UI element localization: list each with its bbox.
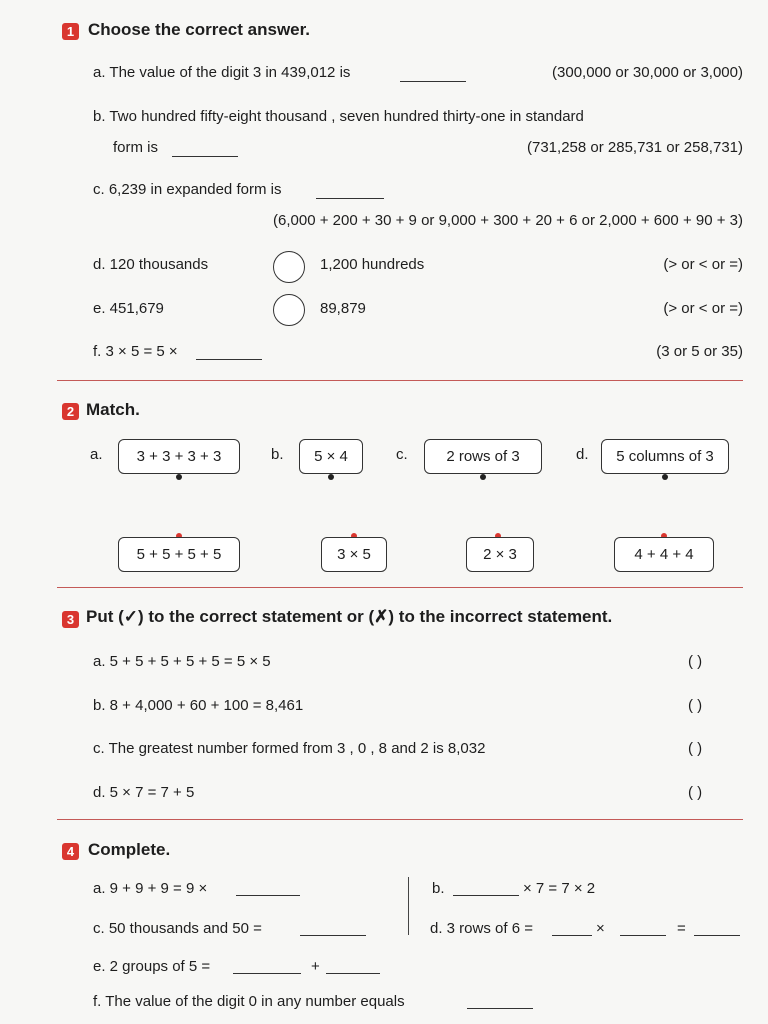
section-4-title: Complete.	[88, 840, 171, 859]
compare-circle-1e[interactable]	[273, 294, 305, 326]
complete-4d-blank-2[interactable]	[620, 935, 666, 936]
complete-4d-equals: =	[677, 920, 686, 937]
statement-3a: a. 5 + 5 + 5 + 5 + 5 = 5 × 5	[93, 653, 271, 670]
question-1c-blank[interactable]	[316, 198, 384, 199]
match-bottom-1[interactable]: 5 + 5 + 5 + 5	[118, 537, 240, 572]
answer-bracket-3c[interactable]: ( )	[688, 740, 703, 757]
match-top-d[interactable]: 5 columns of 3	[601, 439, 729, 474]
section-3-number: 3	[62, 611, 79, 628]
complete-4a-blank[interactable]	[236, 895, 300, 896]
complete-4d-blank-1[interactable]	[552, 935, 592, 936]
question-1e-right: 89,879	[320, 300, 366, 317]
question-1b-blank[interactable]	[172, 156, 238, 157]
answer-bracket-3a[interactable]: ( )	[688, 653, 703, 670]
question-1b-line1: b. Two hundred fifty-eight thousand , seven hundred thirty-one in standard	[93, 108, 584, 125]
question-1f-blank[interactable]	[196, 359, 262, 360]
section-1-title: Choose the correct answer.	[88, 20, 311, 39]
complete-4f-blank[interactable]	[467, 1008, 533, 1009]
complete-4c-text: c. 50 thousands and 50 =	[93, 920, 262, 937]
match-letter-c: c.	[396, 446, 408, 463]
match-letter-a: a.	[90, 446, 103, 463]
question-1b-options: (731,258 or 285,731 or 258,731)	[527, 139, 743, 156]
match-dot-top-b[interactable]	[328, 474, 334, 480]
section-divider-3	[57, 819, 743, 820]
complete-4c-blank[interactable]	[300, 935, 366, 936]
bleed-through-text	[330, 24, 334, 40]
statement-3c: c. The greatest number formed from 3 , 0 , 8 and 2 is 8,032	[93, 740, 486, 757]
section-2-title: Match.	[86, 400, 140, 419]
complete-4d-blank-3[interactable]	[694, 935, 740, 936]
question-1a-options: (300,000 or 30,000 or 3,000)	[552, 64, 743, 81]
answer-bracket-3d[interactable]: ( )	[688, 784, 703, 801]
complete-4e-text: e. 2 groups of 5 =	[93, 958, 211, 975]
match-top-a[interactable]: 3 + 3 + 3 + 3	[118, 439, 240, 474]
question-1f-options: (3 or 5 or 35)	[656, 343, 743, 360]
compare-circle-1d[interactable]	[273, 251, 305, 283]
statement-3d: d. 5 × 7 = 7 + 5	[93, 784, 195, 801]
section-2-number: 2	[62, 403, 79, 420]
question-1c-options: (6,000 + 200 + 30 + 9 or 9,000 + 300 + 20 + 6 or 2,000 + 600 + 90 + 3)	[273, 212, 743, 229]
question-1a-blank[interactable]	[400, 81, 466, 82]
complete-4e-blank-1[interactable]	[233, 973, 301, 974]
match-dot-top-d[interactable]	[662, 474, 668, 480]
section-1-number: 1	[62, 23, 79, 40]
question-1a-text: a. The value of the digit 3 in 439,012 is	[93, 64, 351, 81]
section-3-title: Put (✓) to the correct statement or (✗) to the incorrect statement.	[86, 607, 613, 626]
complete-4b-text: × 7 = 7 × 2	[523, 880, 596, 897]
match-bottom-4[interactable]: 4 + 4 + 4	[614, 537, 714, 572]
question-1b-line2: form is	[113, 139, 158, 156]
complete-4e-blank-2[interactable]	[326, 973, 380, 974]
answer-bracket-3b[interactable]: ( )	[688, 697, 703, 714]
complete-4b-label: b.	[432, 880, 445, 897]
match-top-b[interactable]: 5 × 4	[299, 439, 363, 474]
match-letter-d: d.	[576, 446, 589, 463]
question-1e-options: (> or < or =)	[663, 300, 743, 317]
question-1e-left: e. 451,679	[93, 300, 164, 317]
complete-4a-text: a. 9 + 9 + 9 = 9 ×	[93, 880, 208, 897]
section-divider-1	[57, 380, 743, 381]
question-1f-text: f. 3 × 5 = 5 ×	[93, 343, 178, 360]
match-bottom-3[interactable]: 2 × 3	[466, 537, 534, 572]
complete-4e-plus: +	[311, 958, 320, 975]
statement-3b: b. 8 + 4,000 + 60 + 100 = 8,461	[93, 697, 304, 714]
question-1d-options: (> or < or =)	[663, 256, 743, 273]
section-divider-2	[57, 587, 743, 588]
match-top-c[interactable]: 2 rows of 3	[424, 439, 542, 474]
match-dot-top-c[interactable]	[480, 474, 486, 480]
section-4-number: 4	[62, 843, 79, 860]
question-1c-text: c. 6,239 in expanded form is	[93, 181, 282, 198]
match-bottom-2[interactable]: 3 × 5	[321, 537, 387, 572]
complete-4d-text: d. 3 rows of 6 =	[430, 920, 533, 937]
question-1d-right: 1,200 hundreds	[320, 256, 425, 273]
question-1d-left: d. 120 thousands	[93, 256, 209, 273]
match-letter-b: b.	[271, 446, 284, 463]
complete-4b-blank[interactable]	[453, 895, 519, 896]
column-divider	[408, 877, 409, 935]
complete-4d-times: ×	[596, 920, 605, 937]
match-dot-top-a[interactable]	[176, 474, 182, 480]
complete-4f-text: f. The value of the digit 0 in any number equals	[93, 993, 405, 1010]
